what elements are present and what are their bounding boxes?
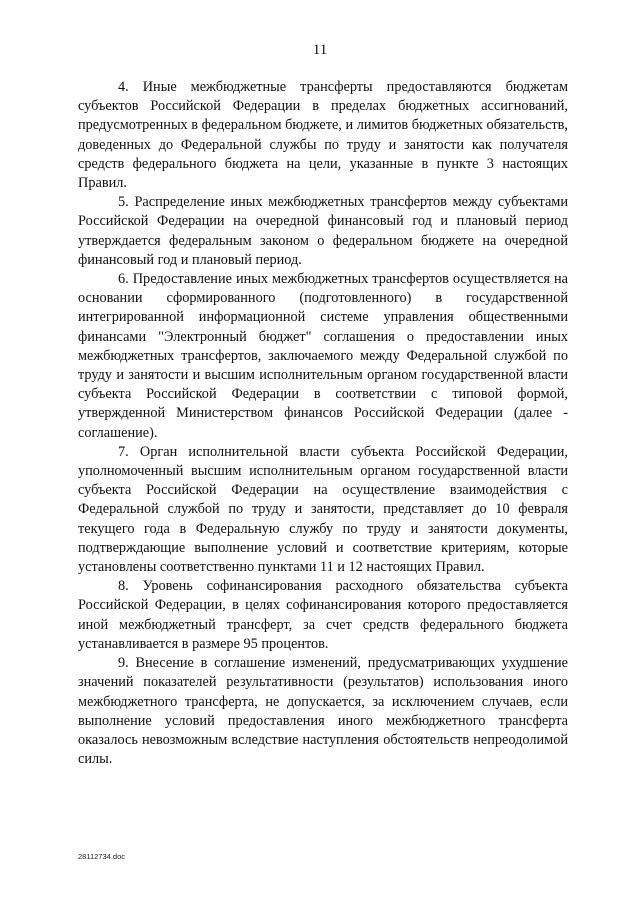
paragraph-7: 7. Орган исполнительной власти субъекта Российской Федерации, уполномоченный высшим исполнительным органом государственной власти субъекта Российской Федерации на осуществление взаимодействия с Федеральной службой по труду и занятости, представляет до 10 февраля текущего года в Федеральную службу по труду и занятости документы, подтверждающие выполнение условий и соответствие критериям, которые установлены соответственно пунктами 11 и 12 настоящих Правил. <box>78 443 568 576</box>
paragraph-6: 6. Предоставление иных межбюджетных трансфертов осуществляется на основании сформированного (подготовленного) в государственной интегрированной информационной системе управления общественными финансами "Электронный бюджет" соглашения о предоставлении иных межбюджетных трансфертов, заключаемого между Федеральной службой по труду и занятости и высшим исполнительным органом государственной власти субъекта Российской Федерации в соответствии с типовой формой, утвержденной Министерством финансов Российской Федерации (далее - соглашение). <box>78 271 568 441</box>
paragraph-5: 5. Распределение иных межбюджетных трансфертов между субъектами Российской Федерации на очередной финансовый год и плановый период утверждается федеральным законом о федеральном бюджете на очередной финансовый год и плановый период. <box>78 194 568 268</box>
file-name-footer: 28112734.doc <box>78 852 125 861</box>
paragraph-9: 9. Внесение в соглашение изменений, предусматривающих ухудшение значений показателей результативности (результатов) использования иного межбюджетного трансферта, не допускается, за исключением случаев, если выполнение условий предоставления иного межбюджетного трансферта оказалось невозможным вследствие наступления обстоятельств непреодолимой силы. <box>78 655 568 768</box>
paragraph-8: 8. Уровень софинансирования расходного обязательства субъекта Российской Федерации, в целях софинансирования которого предоставляется иной межбюджетный трансферт, за счет средств федерального бюджета устанавливается в размере 95 процентов. <box>78 578 568 652</box>
document-body <box>78 78 568 769</box>
page-number: 11 <box>312 42 328 58</box>
paragraph-4: 4. Иные межбюджетные трансферты предоставляются бюджетам субъектов Российской Федерации в пределах бюджетных ассигнований, предусмотренных в федеральном бюджете, и лимитов бюджетных обязательств, доведенных до Федеральной службы по труду и занятости как получателя средств федерального бюджета на цели, указанные в пункте 3 настоящих Правил. <box>78 79 568 192</box>
